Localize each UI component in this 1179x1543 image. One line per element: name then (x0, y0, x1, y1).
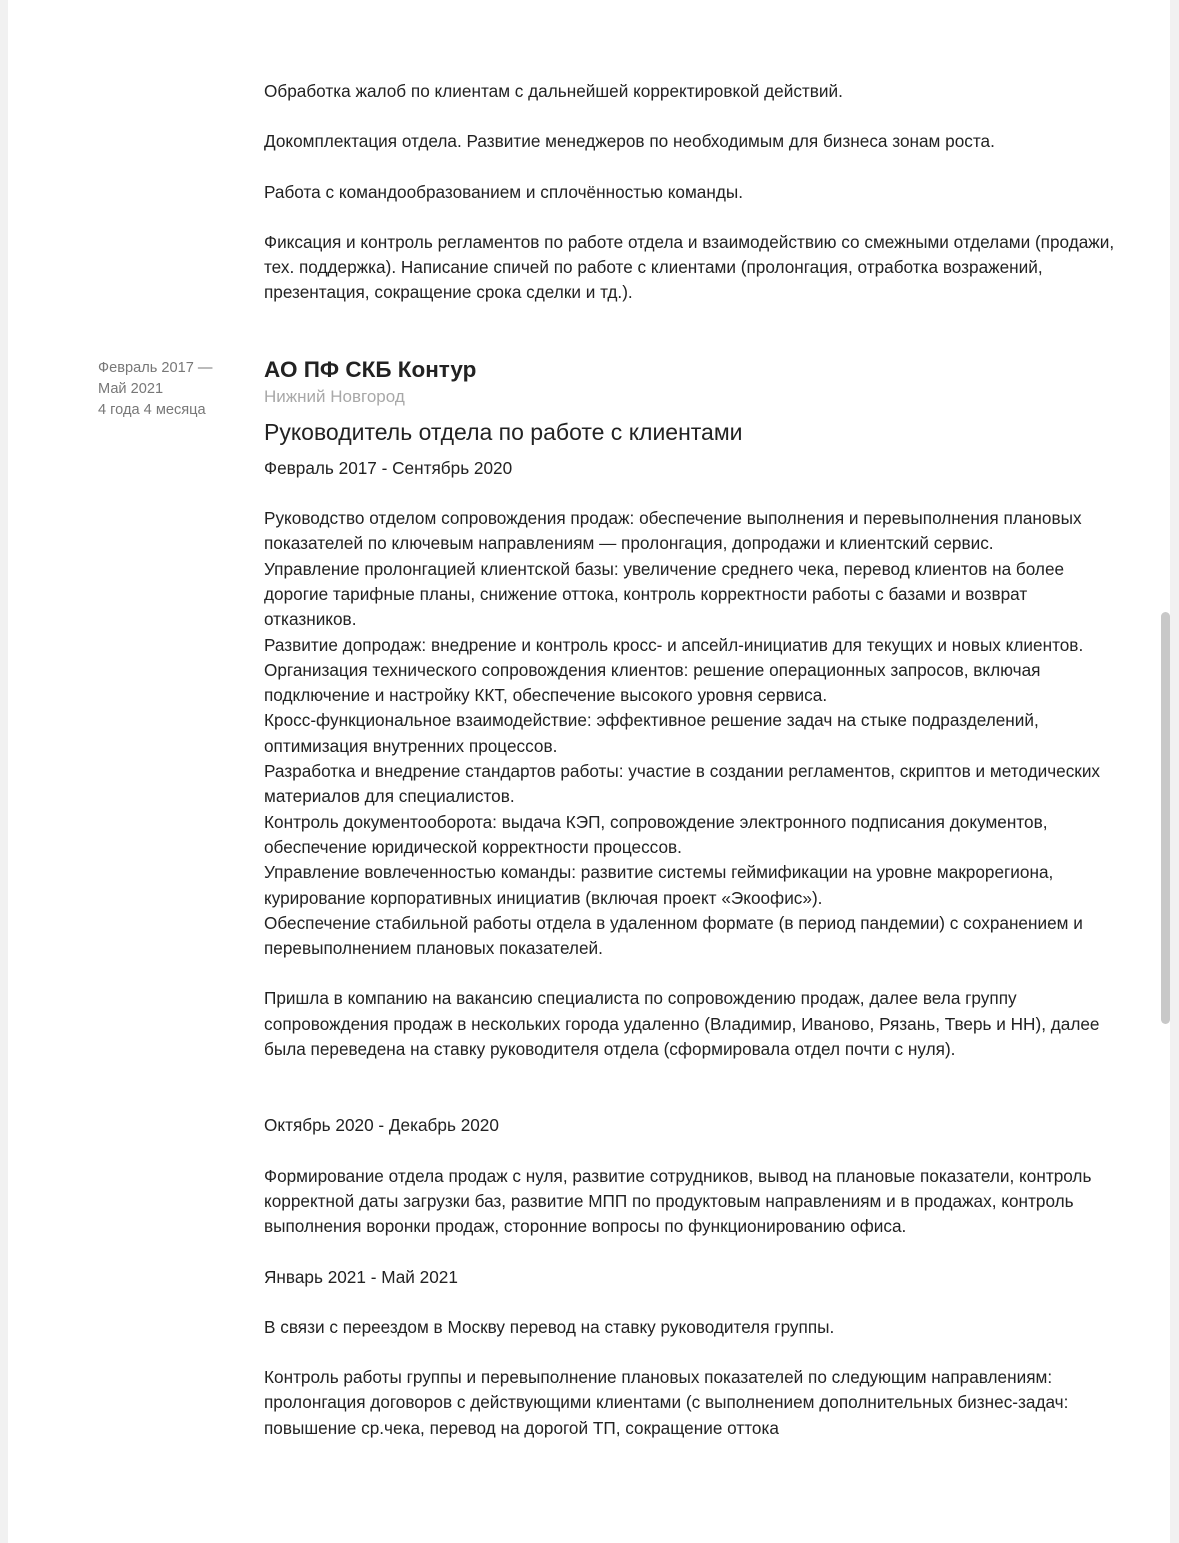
job-position: Руководитель отдела по работе с клиентами (264, 418, 743, 445)
duty-1: Руководство отделом сопровождения продаж: обеспечение выполнения и перевыполнения плановых показателей по ключевым направлениям — пролонгация, допродажи и клиентский сервис. (264, 508, 1082, 554)
period-3-intro: В связи с переездом в Москву перевод на ставку руководителя группы. (264, 1316, 835, 1337)
job-dates-range: Февраль 2017 — (98, 360, 213, 376)
period-2-text: Формирование отдела продаж с нуля, развитие сотрудников, вывод на плановые показатели, контроль корректной даты загрузки баз, развитие МПП по продуктовым направлениям и в продажах, контроль выполнения воронки продаж, сторонние вопросы по функционированию офиса. (264, 1165, 1092, 1237)
period-2: Октябрь 2020 - Декабрь 2020 (264, 1115, 499, 1136)
company-city: Нижний Новгород (264, 386, 405, 406)
duty-4: Организация технического сопровождения клиентов: решение операционных запросов, включая подключение и настройку ККТ, обеспечение высокого уровня сервиса. (264, 659, 1041, 706)
duty-5: Кросс-функциональное взаимодействие: эффективное решение задач на стыке подразделений, оптимизация внутренних процессов. (264, 710, 1039, 756)
period-3: Январь 2021 - Май 2021 (264, 1266, 458, 1287)
duty-9: Обеспечение стабильной работы отдела в удаленном формате (в период пандемии) с сохранением и перевыполнением плановых показателей. (264, 912, 1083, 959)
prev-duty-4: Фиксация и контроль регламентов по работе отдела и взаимодействию со смежными отделами (продажи, тех. поддержка). Написание спичей по работе с клиентами (пролонгация, отработка возражений, презентация, сокращение срока сделки и тд.). (264, 231, 1115, 303)
company-name: АО ПФ СКБ Контур (264, 356, 477, 382)
experience-content (264, 79, 1124, 1441)
job-duration: 4 года 4 месяца (98, 402, 206, 418)
career-history: Пришла в компанию на вакансию специалиста по сопровождению продаж, далее вела группу сопровождения продаж в нескольких города удаленно (Владимир, Иваново, Рязань, Тверь и НН), далее была переведена на ставку руководителя отдела (сформировала отдел почти с нуля). (264, 988, 1100, 1060)
scrollbar-thumb[interactable] (1161, 612, 1170, 1024)
duty-8: Управление вовлеченностью команды: развитие системы геймификации на уровне макрорегиона, курирование корпоративных инициатив (включая проект «Экоофис»). (264, 862, 1054, 908)
job-dates-end: Май 2021 (98, 381, 164, 397)
duty-2: Управление пролонгацией клиентской базы: увеличение среднего чека, перевод клиентов на более дорогие тарифные планы, снижение оттока, контроль корректности работы с базами и возврат отказников. (264, 558, 1065, 630)
duty-7: Контроль документооборота: выдача КЭП, сопровождение электронного подписания документов, обеспечение юридической корректности процессов. (264, 811, 1048, 857)
duty-3: Развитие допродаж: внедрение и контроль кросс- и апсейл-инициатив для текущих и новых клиентов. (264, 634, 1084, 655)
period-1: Февраль 2017 - Сентябрь 2020 (264, 457, 513, 478)
prev-duty-2: Докомплектация отдела. Развитие менеджеров по необходимым для бизнеса зонам роста. (264, 131, 995, 152)
prev-duty-1: Обработка жалоб по клиентам с дальнейшей корректировкой действий. (264, 81, 843, 101)
job-dates (98, 358, 248, 421)
prev-duty-3: Работа с командообразованием и сплочённостью команды. (264, 181, 744, 202)
duty-6: Разработка и внедрение стандартов работы: участие в создании регламентов, скриптов и методических материалов для специалистов. (264, 761, 1101, 807)
period-3-text: Контроль работы группы и перевыполнение плановых показателей по следующим направлениям: пролонгация договоров с действующими клиентами (с выполнением дополнительных бизнес-задач: повышение ср.чека, перевод на дорогой ТП, сокращение оттока (264, 1367, 1069, 1438)
resume-page (8, 0, 1170, 1543)
